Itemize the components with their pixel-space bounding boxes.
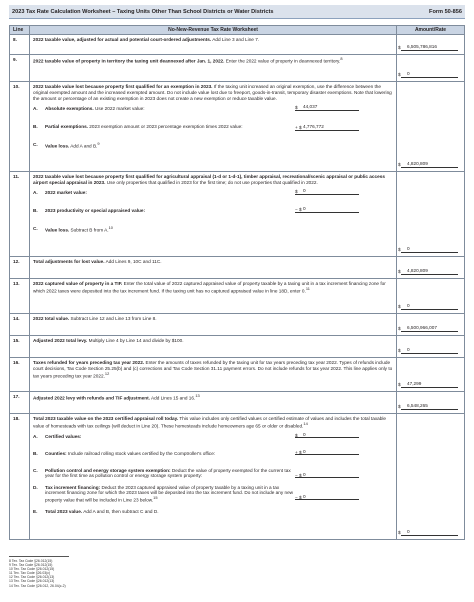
table-header-row: [10, 26, 465, 35]
subline-heading: Certified values:: [45, 433, 82, 439]
subline-text: Add A and B, then subtract C and D.: [82, 508, 159, 514]
amount-cell: [397, 392, 465, 414]
amount-field[interactable]: $ 6,505,786,816: [401, 44, 458, 51]
subline-letter: B.: [33, 208, 38, 213]
subline-a: [33, 103, 393, 118]
subline-heading: Partial exemptions.: [45, 123, 88, 129]
subline-letter: A.: [33, 105, 38, 111]
subline-amount-field[interactable]: − $ 0: [295, 494, 359, 501]
line-description: [30, 35, 397, 55]
subline-text: Include railroad rolling stock values certified by the Comptroller's office:: [66, 450, 216, 456]
subline-text: 2023 exemption amount or 2023 percentage exemption times 2022 value:: [87, 123, 243, 129]
amount-cell: [397, 336, 465, 358]
subline-b: [33, 208, 393, 220]
amount-field[interactable]: $ 4,820,809: [401, 268, 458, 275]
line-text: Subtract Line 12 and Line 13 from Line 8.: [69, 316, 157, 322]
subline-value: 0: [303, 188, 306, 193]
subline-text: Use 2022 market value:: [93, 105, 145, 111]
line-heading: 2022 taxable value lost because property first qualified for an exemption in 2023.: [33, 84, 213, 90]
line-text: Multiply Line 4 by Line 14 and divide by $100.: [87, 338, 184, 344]
subline-value: 44,037: [303, 103, 318, 109]
line-number: 17.: [10, 392, 30, 414]
line-text: Enter the 2022 value of property in deannexed territory.: [224, 58, 341, 64]
footnote-divider: [9, 556, 69, 557]
subline-heading: 2022 market value:: [45, 190, 87, 195]
subline-amount-field[interactable]: − $ 0: [295, 472, 359, 479]
line-text: Add Lines 15 and 16.: [149, 395, 196, 401]
subline-a: [33, 431, 393, 446]
line-description: [30, 336, 397, 358]
line-description: [30, 358, 397, 392]
amount-value: 0: [407, 246, 410, 252]
subline-amount-field[interactable]: $ 44,037: [295, 104, 359, 111]
subline-letter: A.: [33, 190, 38, 195]
amount-field[interactable]: $ 6,548,265: [401, 403, 458, 410]
subline-text: Subtract B from A.: [69, 227, 109, 233]
amount-cell: [397, 358, 465, 392]
table-row: [10, 414, 465, 540]
subline-amount-field[interactable]: $ 0: [295, 432, 359, 439]
amount-field[interactable]: $ 47,299: [401, 381, 458, 388]
subline-heading: Pollution control and energy storage system exemption:: [45, 467, 171, 473]
footnote-ref: 11: [305, 286, 310, 292]
subline-value: 0: [303, 471, 306, 477]
amount-cell: [397, 279, 465, 314]
line-text: Enter the amounts of taxes refunded by the taxing unit for tax years preceding tax year 2022. Types of refunds include court decisions, Tax Code Section 25.25(b) and (c) corrections and Tax Code Section 31.11 payment errors. Do not include refunds for tax year 2022. This line applies only to tax years preceding tax year 2022.: [33, 360, 393, 379]
subline-c: [33, 142, 393, 154]
subline-value: 0: [303, 448, 306, 454]
subline-heading: Tax increment financing:: [45, 484, 101, 490]
amount-cell: [397, 82, 465, 172]
subline-amount-field[interactable]: − $ 0: [295, 206, 359, 213]
table-row: [10, 35, 465, 55]
footnote: 11 Tex. Tax Code §26.03(c): [9, 571, 51, 576]
subline-letter: A.: [33, 433, 38, 439]
table-row: [10, 82, 465, 172]
line-heading: 2022 total value.: [33, 316, 70, 322]
subline-heading: Value loss.: [45, 143, 70, 149]
amount-value: 0: [407, 529, 410, 535]
subline-amount-field[interactable]: + $ 0: [295, 449, 359, 456]
form-number: Form 50-856: [429, 8, 462, 15]
footnote-ref: 8: [340, 56, 343, 62]
line-number: 14.: [10, 314, 30, 336]
subline-letter: B.: [33, 123, 38, 129]
line-description: [30, 55, 397, 82]
subline-b: [33, 448, 393, 463]
line-number: 13.: [10, 279, 30, 314]
line-heading: Total adjustments for lost value.: [33, 259, 105, 265]
table-row: [10, 358, 465, 392]
table-row: [10, 279, 465, 314]
subline-heading: 2023 productivity or special appraised value:: [45, 208, 146, 213]
line-text: Enter the total value of 2022 captured appraised value of property taxable by a taxing unit in a tax increment financing zone for which 2022 taxes were deposited into the tax increment fund. If the taxing unit has no captured appraised value in line 18D, enter 0.: [33, 281, 386, 294]
footnote: 10 Tex. Tax Code §26.012(15): [9, 567, 55, 572]
footnotes: [9, 559, 66, 588]
form-title: 2023 Tax Rate Calculation Worksheet – Taxing Units Other Than School Districts or Water Districts: [12, 8, 274, 15]
subline-amount-field[interactable]: + $ 4,776,772: [295, 124, 359, 131]
table-row: [10, 336, 465, 358]
amount-field[interactable]: $ 0: [401, 347, 458, 354]
amount-cell: [397, 55, 465, 82]
amount-value: 0: [407, 347, 410, 353]
line-text: Add Lines 9, 10C and 11C.: [104, 259, 162, 265]
line-heading: 2022 taxable value of property in territory the taxing unit deannexed after Jan. 1, 2022.: [33, 58, 225, 64]
amount-value: 0: [407, 303, 410, 309]
footnote-ref: 12: [104, 371, 110, 376]
subline-heading: Total 2023 value.: [45, 508, 83, 514]
amount-cell: [397, 414, 465, 540]
line-number: 15.: [10, 336, 30, 358]
line-number: 18.: [10, 414, 30, 540]
line-description: [30, 279, 397, 314]
amount-cell: [397, 172, 465, 257]
amount-field[interactable]: $ 0: [401, 246, 458, 253]
footnote: 12 Tex. Tax Code §26.012(13): [9, 575, 55, 580]
subline-letter: C.: [33, 226, 38, 231]
line-heading: Adjusted 2022 total levy.: [33, 338, 88, 344]
line-heading: Taxes refunded for years preceding tax year 2022.: [33, 360, 145, 366]
footnote-ref: 15: [153, 495, 158, 501]
line-number: 9.: [10, 55, 30, 82]
subline-letter: D.: [33, 484, 38, 490]
table-row: [10, 55, 465, 82]
amount-value: 6,500,966,007: [407, 325, 437, 331]
footnote: 13 Tex. Tax Code §26.012(13): [9, 579, 55, 584]
subline-value: 4,776,772: [303, 123, 324, 129]
line-number: 11.: [10, 172, 30, 257]
subline-letter: C.: [33, 467, 38, 473]
subline-value: 0: [303, 206, 306, 211]
line-heading: Total 2023 taxable value on the 2023 certified appraisal roll today.: [33, 416, 179, 422]
amount-value: 6,548,265: [407, 403, 428, 409]
amount-cell: [397, 257, 465, 279]
line-number: 16.: [10, 358, 30, 392]
amount-value: 4,820,809: [407, 268, 428, 274]
table-row: [10, 392, 465, 414]
table-row: [10, 257, 465, 279]
subline-text: Deduct the value of property exempted for the current tax year for the first time as pollution control or energy storage system property:: [45, 467, 291, 479]
line-description: [30, 414, 397, 540]
line-text: Add Line 3 and Line 7.: [211, 37, 260, 43]
col-line-header: Line: [10, 26, 30, 35]
col-worksheet-header: No-New-Revenue Tax Rate Worksheet: [30, 26, 397, 35]
line-number: 10.: [10, 82, 30, 172]
line-heading: 2022 taxable value, adjusted for actual and potential court-ordered adjustments.: [33, 37, 212, 43]
line-heading: 2022 taxable value lost because property first qualified for agricultural appraisal (1-d or 1-d-1), timber appraisal, recreational/scenic appraisal or public access airport special appraisal in 2023.: [33, 174, 385, 186]
subline-a: [33, 190, 393, 202]
amount-field[interactable]: $ 0: [401, 303, 458, 310]
table-row: [10, 172, 465, 257]
amount-value: 0: [407, 71, 410, 77]
line-description: [30, 172, 397, 257]
line-text: If the taxing unit increased an original exemption, use the difference between the original exempted amount and the increased exempted amount. Do not include value lost due to freeport, goods-in-transit, temporary disaster exemptions. Note that lowering the amount or percentage of an existing exemption in 2023 does not create a new exemption or reduce taxable value.: [33, 84, 392, 101]
amount-field[interactable]: $ 0: [401, 529, 458, 536]
amount-field[interactable]: $ 0: [401, 71, 458, 78]
amount-value: 6,505,786,816: [407, 44, 437, 50]
amount-cell: [397, 35, 465, 55]
subline-text: Add A and B.: [69, 143, 98, 149]
footnote: 8 Tex. Tax Code §26.012(15): [9, 559, 53, 563]
footnote-ref: 9: [97, 140, 100, 146]
footnote-ref: 14: [303, 421, 308, 427]
line-number: 8.: [10, 35, 30, 55]
subline-heading: Value loss.: [45, 227, 70, 233]
amount-value: 47,299: [407, 381, 422, 387]
subline-d: [33, 485, 393, 504]
subline-heading: Counties:: [45, 450, 67, 456]
subline-amount-field[interactable]: $ 0: [295, 188, 359, 195]
subline-b: [33, 124, 393, 136]
line-text: Use only properties that qualified in 2023 for the first time; do not use properties that qualified in 2022.: [105, 180, 318, 186]
subline-value: 0: [303, 493, 306, 499]
footnote: 9 Tex. Tax Code §26.012(15): [9, 563, 53, 568]
subline-value: 0: [303, 431, 306, 437]
subline-text: Deduct the 2023 captured appraised value of property taxable by a taxing unit in a tax increment financing zone for which the 2023 taxes will be deposited into the tax increment fund. Do not include any new property value that will be included in Line 23 below.: [45, 484, 294, 503]
footnote: 14 Tex. Tax Code §26.012, 26.04(c-2): [9, 583, 66, 588]
line-heading: 2022 captured value of property in a TIF.: [33, 281, 123, 287]
subline-letter: B.: [33, 450, 38, 456]
amount-field[interactable]: $ 4,820,809: [401, 161, 458, 168]
amount-value: 4,820,809: [407, 161, 428, 167]
line-description: [30, 82, 397, 172]
line-description: [30, 314, 397, 336]
subline-c: [33, 468, 393, 480]
form-header-bar: [9, 5, 465, 19]
subline-c: [33, 226, 393, 238]
line-text: This value includes only certified values or certified estimate of values and includes the total taxable value of homesteads with tax ceilings (will deduct in Line 20). These homesteads include homeowners age 65 or older or disabled.: [33, 416, 387, 429]
amount-cell: [397, 314, 465, 336]
line-number: 12.: [10, 257, 30, 279]
line-description: [30, 257, 397, 279]
col-amount-header: Amount/Rate: [397, 26, 465, 35]
table-row: [10, 314, 465, 336]
worksheet-table: [9, 25, 465, 540]
footnote-ref: 13: [195, 393, 200, 399]
subline-letter: C.: [33, 141, 38, 147]
line-heading: Adjusted 2022 levy with refunds and TIF adjustment.: [33, 395, 150, 401]
amount-field[interactable]: $ 6,500,966,007: [401, 325, 458, 332]
subline-letter: E.: [33, 508, 38, 514]
line-description: [30, 392, 397, 414]
subline-heading: Absolute exemptions.: [45, 105, 94, 111]
subline-e: [33, 509, 393, 521]
footnote-ref: 10: [108, 225, 113, 230]
